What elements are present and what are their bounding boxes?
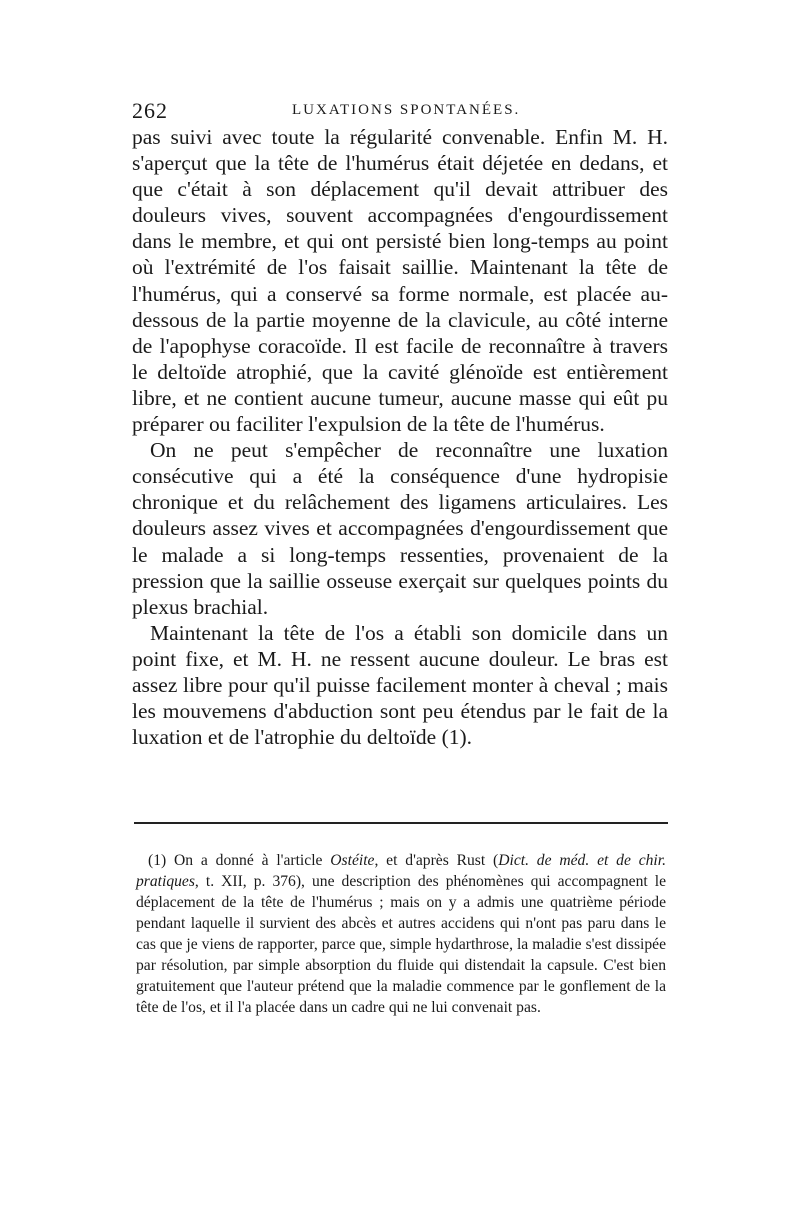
footnote-rule <box>134 822 668 824</box>
footnote-paragraph <box>136 850 666 1018</box>
footnote-lead: (1) On a donné à l'article <box>148 852 331 869</box>
page-number: 262 <box>132 98 168 123</box>
page-header <box>132 98 666 126</box>
footnote-mid: , et d'après Rust ( <box>374 852 499 869</box>
footnote-article-title: Ostéite <box>330 852 375 869</box>
main-text <box>132 124 668 750</box>
footnote-rest: , t. XII, p. 376), une description des phénomènes qui accompagnent le déplacement de la tête de l'humérus ; mais on y a admis une quatrième période pendant laquelle il survient des abcès et autres accidens qui n'ont pas paru dans le cas que je viens de rapporter, parce que, simple hydarthrose, la maladie s'est dissipée par résolution, par simple absorption du fluide qui distendait la capsule. C'est bien gratuitement que l'auteur prétend que la maladie commence par le gonflement de la tête de l'os, et il l'a placée dans un cadre qui ne lui convenait pas. <box>136 873 666 1016</box>
footnote-dictionary-title: Dict. de méd. et de chir. pratiques <box>136 852 666 890</box>
footnote <box>136 850 666 1018</box>
paragraph: pas suivi avec toute la régularité convenable. Enfin M. H. s'aperçut que la tête de l'humérus était déjetée en dedans, et que c'était à son déplacement qu'il devait attribuer des douleurs vives, souvent accompagnées d'engourdissement dans le membre, et qui ont persisté bien long-temps au point où l'extrémité de l'os faisait saillie. Maintenant la tête de l'humérus, qui a conservé sa forme normale, est placée au-dessous de la partie moyenne de la clavicule, au côté interne de l'apophyse coracoïde. Il est facile de reconnaître à travers le deltoïde atrophié, que la cavité glénoïde est entièrement libre, et ne contient aucune tumeur, aucune masse qui eût pu préparer ou faciliter l'expulsion de la tête de l'humérus. <box>132 125 668 437</box>
paragraph: On ne peut s'empêcher de reconnaître une luxation consécutive qui a été la conséquence d'une hydropisie chronique et du relâchement des ligamens articulaires. Les douleurs assez vives et accompagnées d'engourdissement que le malade a si long-temps ressenties, provenaient de la pression que la saillie osseuse exerçait sur quelques points du plexus brachial. <box>132 438 668 619</box>
paragraph: Maintenant la tête de l'os a établi son domicile dans un point fixe, et M. H. ne ressent aucune douleur. Le bras est assez libre pour qu'il puisse facilement monter à cheval ; mais les mouvemens d'abduction sont peu étendus par le fait de la luxation et de l'atrophie du deltoïde (1). <box>132 620 668 750</box>
running-title: LUXATIONS SPONTANÉES. <box>292 102 521 118</box>
